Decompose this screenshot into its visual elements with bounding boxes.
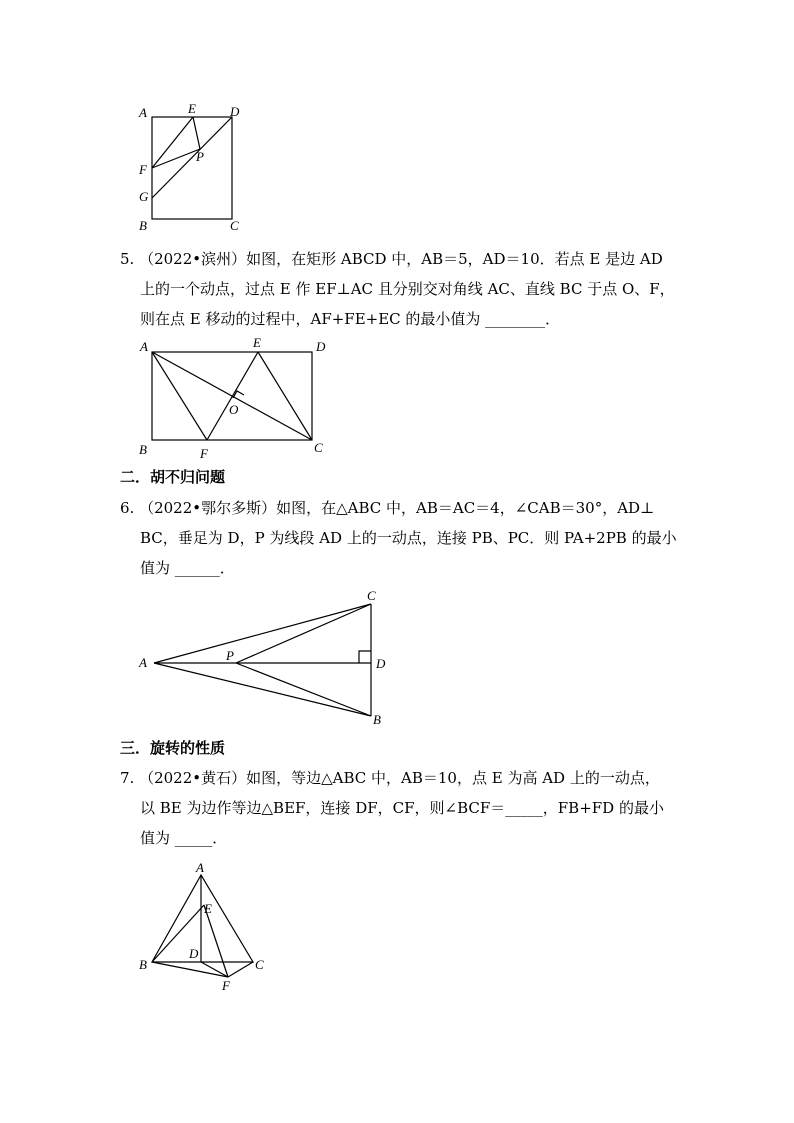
- label-c: C: [255, 957, 264, 972]
- segment-fe: [207, 352, 258, 440]
- q6-line-1: 6. （2022•鄂尔多斯）如图，在△ABC 中，AB＝AC＝4，∠CAB＝30°，AD⊥: [120, 499, 655, 517]
- label-c: C: [230, 218, 239, 233]
- section-heading-2: 二．胡不归问题: [120, 468, 226, 486]
- segment-af: [152, 352, 207, 440]
- segment-ep: [193, 117, 200, 149]
- question-6: [120, 493, 680, 583]
- label-d: D: [316, 339, 326, 354]
- label-b: B: [373, 712, 381, 727]
- label-a: A: [140, 339, 148, 354]
- rectangle-abcd: [152, 117, 232, 219]
- segment-pc: [236, 604, 371, 663]
- q7-line-3: 值为 _____．: [140, 829, 228, 847]
- segment-ac: [154, 604, 371, 663]
- label-g: G: [139, 189, 149, 204]
- figure-q5-rectangle: [0, 330, 794, 465]
- q5-line-2: 上的一个动点，过点 E 作 EF⊥AC 且分别交对角线 AC、直线 BC 于点 O、F，: [140, 280, 675, 298]
- question-7: [120, 763, 680, 853]
- q7-line-1: 7. （2022•黄石）如图，等边△ABC 中，AB＝10，点 E 为高 AD 上的一动点，: [120, 769, 660, 787]
- label-b: B: [139, 218, 147, 233]
- label-d: D: [230, 104, 240, 119]
- label-f: F: [222, 978, 230, 993]
- segment-bf: [152, 962, 228, 977]
- label-e: E: [253, 335, 261, 350]
- figure-q7-equilateral: [0, 855, 794, 995]
- question-5: [120, 244, 680, 334]
- q7-line-2: 以 BE 为边作等边△BEF，连接 DF，CF，则∠BCF＝_____，FB+FD 的最小: [140, 799, 664, 817]
- q6-line-2: BC，垂足为 D，P 为线段 AD 上的一动点，连接 PB、PC．则 PA+2PB 的最小: [140, 529, 677, 547]
- q5-line-1: 5. （2022•滨州）如图，在矩形 ABCD 中，AB＝5，AD＝10．若点 E 是边 AD: [120, 250, 663, 268]
- label-e: E: [204, 901, 212, 916]
- segment-pb: [236, 663, 371, 716]
- label-e: E: [188, 101, 196, 116]
- segment-gd: [152, 117, 232, 198]
- label-d: D: [189, 946, 199, 961]
- label-p: P: [226, 648, 234, 663]
- label-b: B: [139, 442, 147, 457]
- figure-q6-triangle: [0, 585, 794, 730]
- segment-ec: [258, 352, 312, 440]
- segment-cf: [228, 962, 253, 977]
- segment-ab: [154, 663, 371, 716]
- label-c: C: [367, 588, 376, 603]
- label-a: A: [139, 105, 147, 120]
- label-p: P: [196, 149, 204, 164]
- label-f: F: [200, 446, 208, 461]
- right-angle-mark-d: [359, 651, 371, 663]
- label-a: A: [139, 655, 147, 670]
- label-o: O: [229, 402, 239, 417]
- section-heading-3: 三．旋转的性质: [120, 739, 226, 757]
- q6-line-3: 值为 ______．: [140, 559, 235, 577]
- label-c: C: [314, 440, 323, 455]
- label-b: B: [139, 957, 147, 972]
- triangle-abc: [152, 875, 253, 962]
- figure-rectangle-abcd-efpg: [0, 0, 794, 240]
- label-d: D: [376, 656, 386, 671]
- label-a: A: [196, 860, 204, 875]
- q5-line-3: 则在点 E 移动的过程中，AF+FE+EC 的最小值为 ________．: [140, 310, 561, 328]
- label-f: F: [139, 162, 147, 177]
